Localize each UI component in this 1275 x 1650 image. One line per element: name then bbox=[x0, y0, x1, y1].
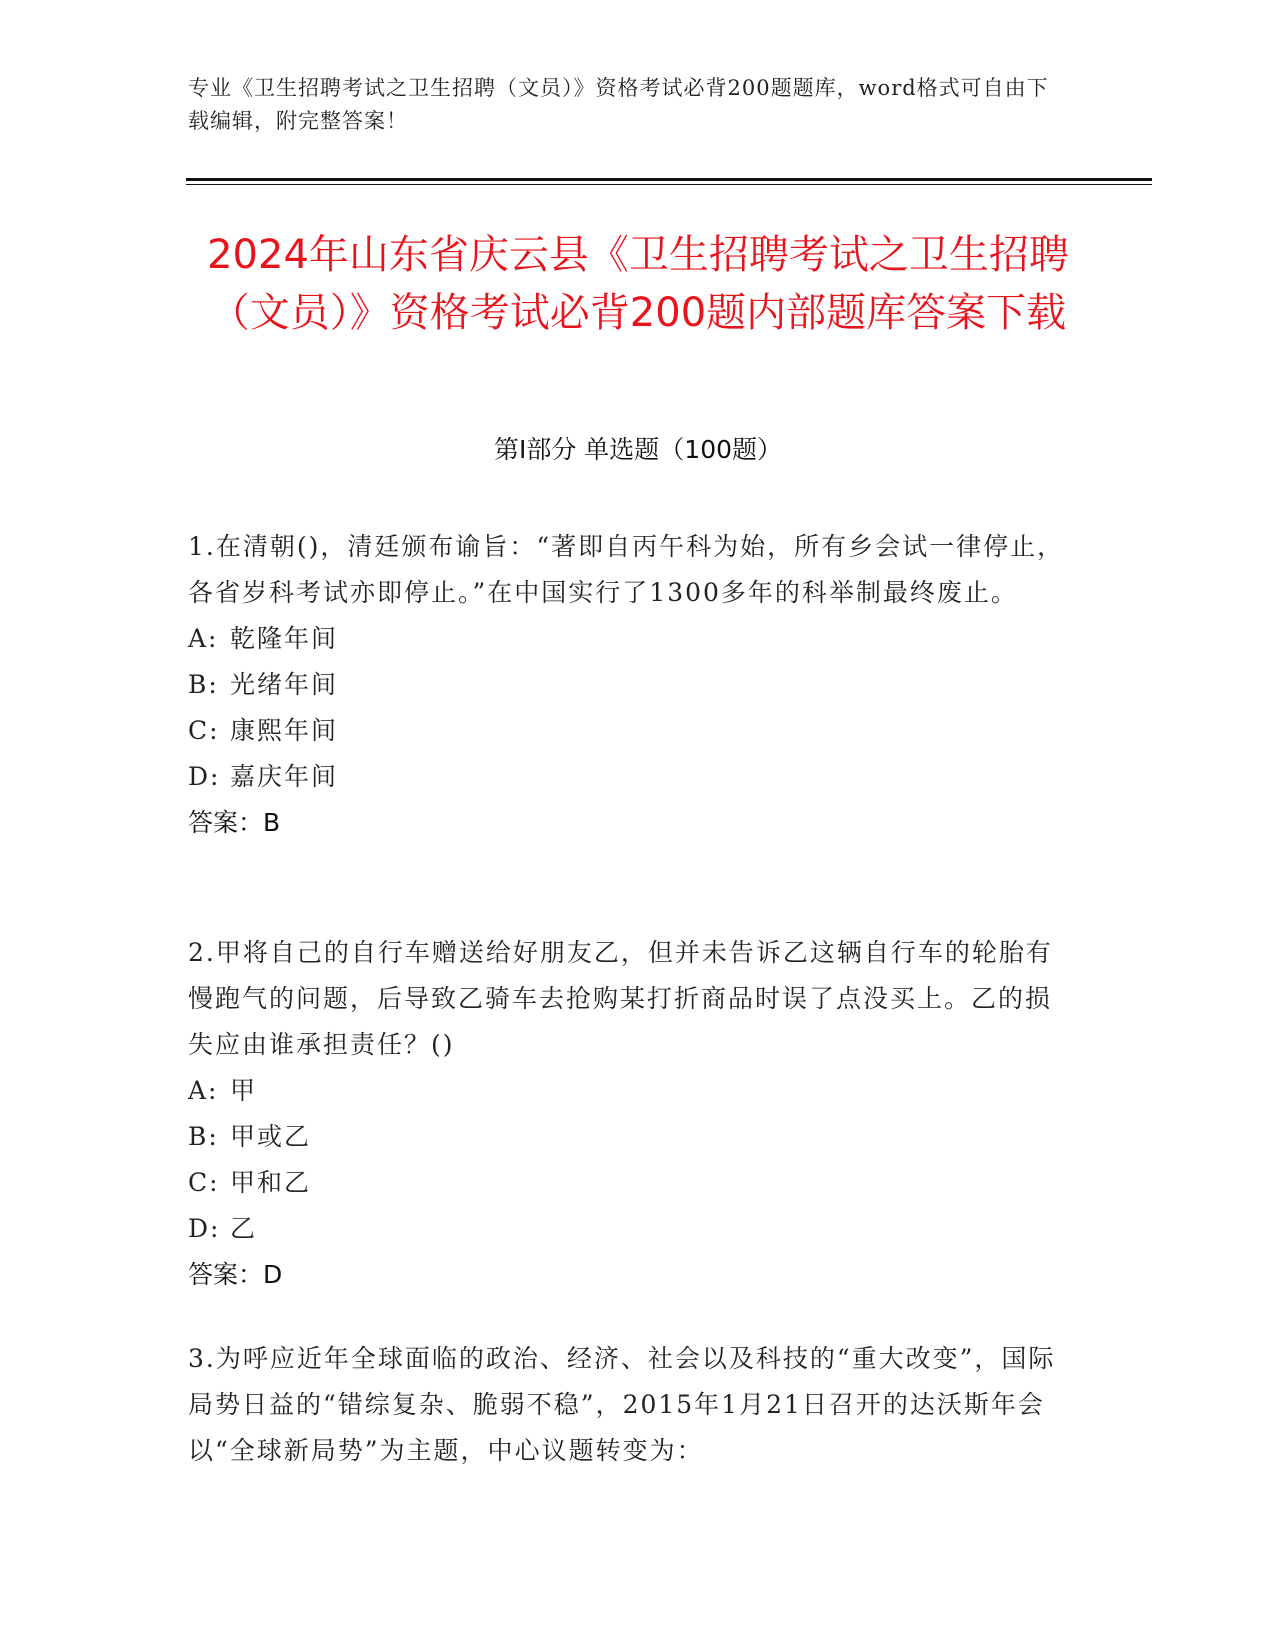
option-key: D: bbox=[188, 1214, 221, 1243]
option-d bbox=[188, 754, 1068, 800]
option-text: 乙 bbox=[230, 1214, 258, 1243]
option-text: 嘉庆年间 bbox=[230, 762, 339, 791]
question-stem: 2.甲将自己的自行车赠送给好朋友乙，但并未告诉乙这辆自行车的轮胎有慢跑气的问题，后导致乙骑车去抢购某打折商品时误了点没买上。乙的损失应由谁承担责任？() bbox=[188, 938, 1053, 1059]
option-c bbox=[188, 708, 1068, 754]
question-1 bbox=[188, 524, 1068, 846]
header-rule-thick bbox=[186, 178, 1152, 181]
option-text: 光绪年间 bbox=[230, 670, 339, 699]
section-title: 第I部分 单选题（100题） bbox=[493, 435, 783, 464]
question-2 bbox=[188, 930, 1068, 1298]
question-stem: 3.为呼应近年全球面临的政治、经济、社会以及科技的“重大改变”，国际局势日益的“错综复杂、脆弱不稳”，2015年1月21日召开的达沃斯年会以“全球新局势”为主题，中心议题转变为： bbox=[188, 1344, 1056, 1465]
document-title: 2024年山东省庆云县《卫生招聘考试之卫生招聘（文员）》资格考试必背200题内部题库答案下载 bbox=[207, 232, 1069, 336]
option-d bbox=[188, 1206, 1068, 1252]
option-key: A: bbox=[188, 624, 219, 653]
option-a bbox=[188, 616, 1068, 662]
option-text: 甲和乙 bbox=[230, 1168, 312, 1197]
answer-text: 答案：B bbox=[188, 808, 281, 837]
option-b bbox=[188, 1114, 1068, 1160]
option-text: 甲 bbox=[230, 1076, 258, 1105]
option-key: B: bbox=[188, 1122, 219, 1151]
header-note: 专业《卫生招聘考试之卫生招聘（文员）》资格考试必背200题题库，word格式可自由下载编辑，附完整答案！ bbox=[188, 76, 1049, 133]
question-3 bbox=[188, 1336, 1068, 1474]
option-key: A: bbox=[188, 1076, 219, 1105]
option-text: 甲或乙 bbox=[230, 1122, 312, 1151]
option-text: 乾隆年间 bbox=[230, 624, 339, 653]
option-c bbox=[188, 1160, 1068, 1206]
question-stem: 1.在清朝()，清廷颁布谕旨：“著即自丙午科为始，所有乡会试一律停止，各省岁科考试亦即停止。”在中国实行了1300多年的科举制最终废止。 bbox=[188, 532, 1065, 607]
option-key: C: bbox=[188, 1168, 220, 1197]
header-rule-thin bbox=[186, 184, 1152, 185]
option-a bbox=[188, 1068, 1068, 1114]
option-text: 康熙年间 bbox=[230, 716, 339, 745]
option-key: D: bbox=[188, 762, 221, 791]
option-key: B: bbox=[188, 670, 219, 699]
option-b bbox=[188, 662, 1068, 708]
answer-text: 答案：D bbox=[188, 1260, 283, 1289]
option-key: C: bbox=[188, 716, 220, 745]
